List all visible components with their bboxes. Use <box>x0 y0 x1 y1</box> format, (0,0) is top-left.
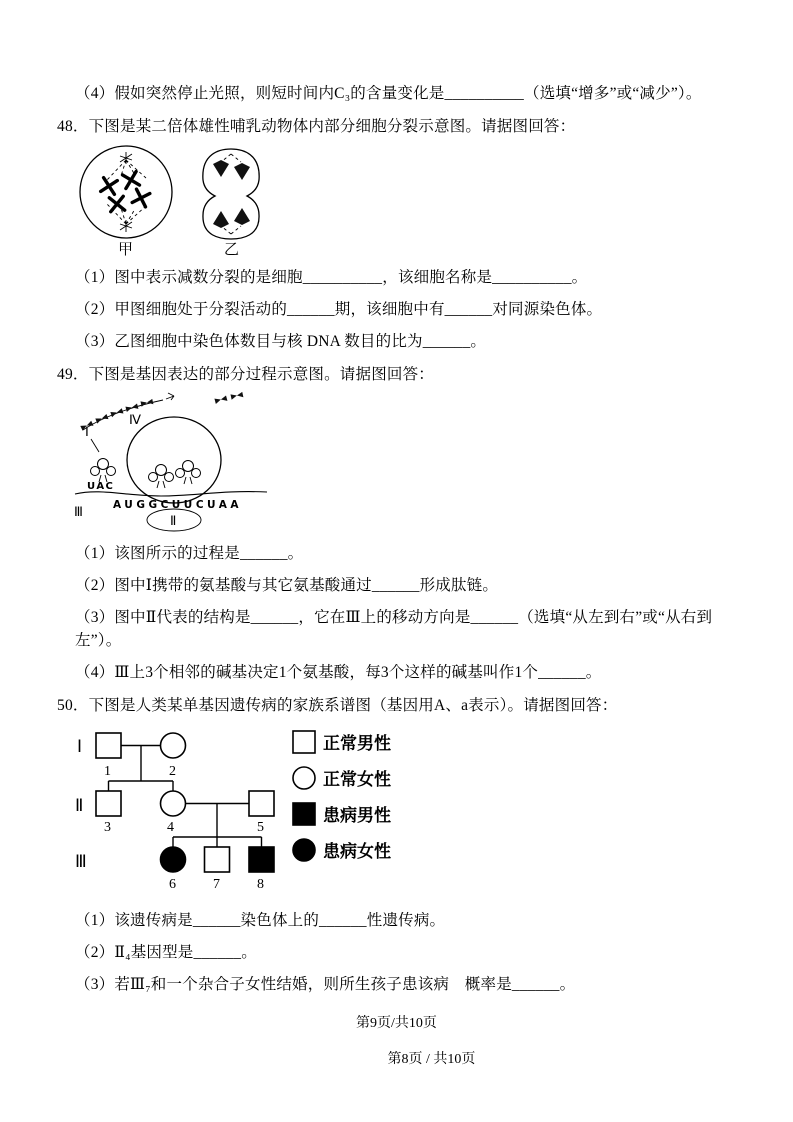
q48-stem: 48．下图是某二倍体雄性哺乳动物体内部分细胞分裂示意图。请据图回答： <box>57 118 576 135</box>
individual-7-normal-male <box>205 847 230 872</box>
trna-outside <box>91 459 116 483</box>
legend-affected-female-symbol <box>293 839 315 861</box>
cell-yi <box>203 149 259 239</box>
q50-item-2: （2）Ⅱ₄基因型是______。 <box>75 944 257 961</box>
legend-normal-female-symbol <box>293 767 315 789</box>
individual-5-normal-male <box>249 791 274 816</box>
individual-6-number: 6 <box>169 877 176 892</box>
generation-1-label: Ⅰ <box>77 737 83 756</box>
individual-5-number: 5 <box>257 820 264 835</box>
q50-item-3: （3）若Ⅲ₇和一个杂合子女性结婚，则所生孩子患该病 概率是______。 <box>75 976 576 993</box>
q50-pedigree-figure <box>71 721 735 899</box>
trna-inside-2 <box>176 461 201 485</box>
anticodon-text: UAC <box>87 481 115 492</box>
individual-4-normal-female <box>161 791 186 816</box>
individual-4-number: 4 <box>167 820 174 835</box>
legend-affected-female-label: 患病女性 <box>323 842 391 861</box>
trna-inside-1 <box>149 465 174 489</box>
legend-normal-female-label: 正常女性 <box>323 770 391 789</box>
individual-1-normal-male <box>96 733 121 758</box>
q49-stem: 49．下图是基因表达的部分过程示意图。请据图回答： <box>57 366 435 383</box>
individual-2-normal-female <box>161 733 186 758</box>
q50-stem: 50．下图是人类某单基因遗传病的家族系谱图（基因用A、a表示）。请据图回答： <box>57 697 618 714</box>
individual-8-affected-male <box>249 847 274 872</box>
generation-3-label: Ⅲ <box>75 852 87 871</box>
q49-gene-expression-figure <box>71 390 735 534</box>
page-footer-inner: 第9页/共10页 <box>356 1016 437 1031</box>
legend-normal-male-label: 正常男性 <box>323 734 391 753</box>
gene-expression-diagram <box>71 390 281 534</box>
polypeptide-chain <box>80 392 243 431</box>
mrna-strand <box>75 492 267 496</box>
cell-jia <box>80 146 172 238</box>
mrna-sequence: AUGGCUUCUAA <box>113 499 242 511</box>
q48-item-3: （3）乙图细胞中染色体数目与核 DNA 数目的比为______。 <box>75 333 487 350</box>
cell-jia-label: 甲 <box>118 242 134 258</box>
chromosomes-yi <box>213 160 250 228</box>
q49-item-4: （4）Ⅲ上3个相邻的碱基决定1个氨基酸，每3个这样的碱基叫作1个______。 <box>75 664 602 681</box>
label-I: Ⅰ <box>85 424 89 439</box>
individual-6-affected-female <box>161 847 186 872</box>
individual-2-number: 2 <box>169 764 176 779</box>
cell-yi-label: 乙 <box>224 242 240 258</box>
label-IV: Ⅳ <box>129 412 141 427</box>
individual-1-number: 1 <box>104 764 111 779</box>
label-II: Ⅱ <box>170 513 177 528</box>
spindle-aster-top <box>120 152 132 164</box>
individual-3-number: 3 <box>104 820 111 835</box>
page-footer-outer: 第8页 / 共10页 <box>387 1052 476 1067</box>
ribosome <box>127 417 221 503</box>
label-III: Ⅲ <box>74 504 83 519</box>
q50-item-1: （1）该遗传病是______染色体上的______性遗传病。 <box>75 912 446 929</box>
individual-3-normal-male <box>96 791 121 816</box>
pedigree-diagram <box>71 721 421 899</box>
legend-affected-male-symbol <box>293 803 315 825</box>
legend-normal-male-symbol <box>293 731 315 753</box>
q49-item-1: （1）该图所示的过程是______。 <box>75 545 304 562</box>
legend-affected-male-label: 患病男性 <box>323 806 391 825</box>
q47-item-4: （4）假如突然停止光照，则短时间内C₃的含量变化是__________（选填“增多”或“减少”）。 <box>75 85 702 102</box>
q48-item-1: （1）图中表示减数分裂的是细胞__________，该细胞名称是__________。 <box>75 269 588 286</box>
q48-cell-division-figure <box>71 142 735 258</box>
individual-8-number: 8 <box>257 877 264 892</box>
generation-2-label: Ⅱ <box>75 796 84 815</box>
cell-division-diagram <box>71 142 311 258</box>
pedigree-lines <box>109 746 262 848</box>
q48-item-2: （2）甲图细胞处于分裂活动的______期，该细胞中有______对同源染色体。 <box>75 301 603 318</box>
spindle-aster-bottom <box>120 220 132 232</box>
q49-item-2: （2）图中Ⅰ携带的氨基酸与其它氨基酸通过______形成肽链。 <box>75 577 499 594</box>
q49-item-3: （3）图中Ⅱ代表的结构是______，它在Ⅲ上的移动方向是______（选填“从左到右”或“从右到左”）。 <box>75 609 713 649</box>
individual-7-number: 7 <box>213 877 220 892</box>
